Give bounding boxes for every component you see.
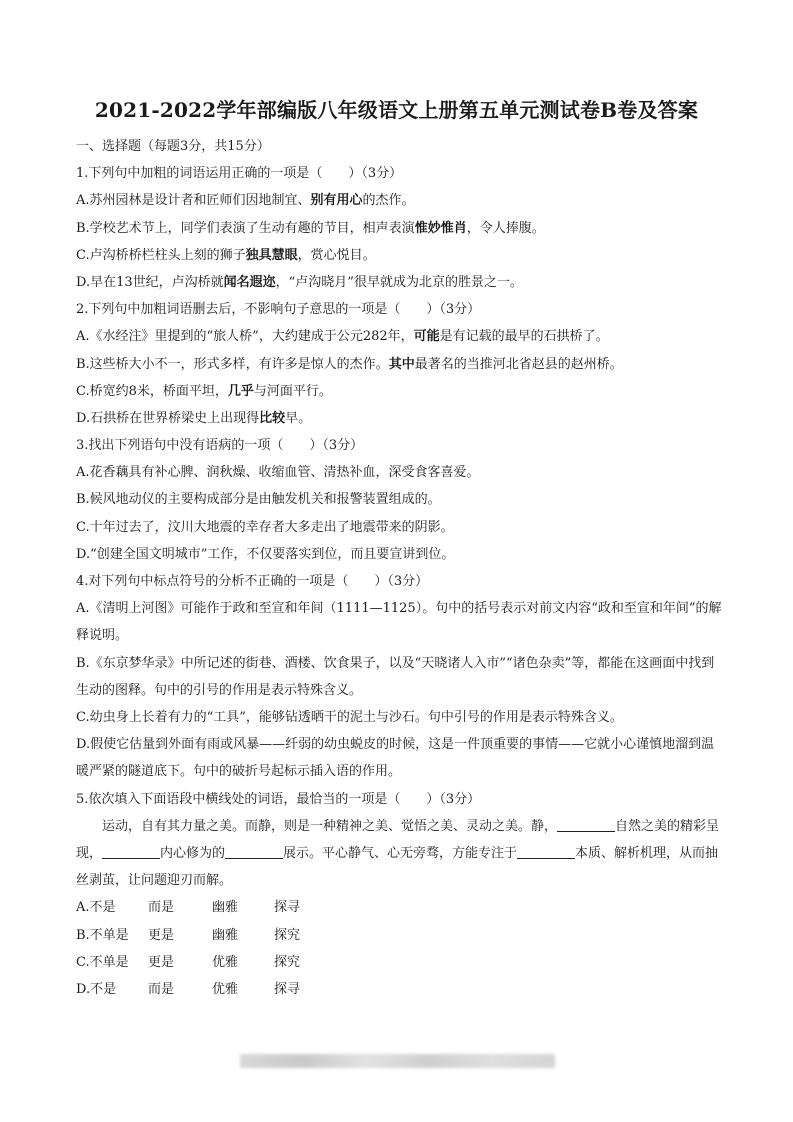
blurred-watermark <box>240 1054 555 1068</box>
section-heading: 一、选择题（每题3分，共15分） <box>76 139 270 154</box>
exam-body <box>76 133 722 1003</box>
question-3-option-a: A.花香藕具有补心脾、润秋燥、收缩血管、清热补血，深受食客喜爱。 <box>76 465 480 481</box>
question-3-option-d: D.“创建全国文明城市”工作，不仅要落实到位，而且要宣讲到位。 <box>76 546 455 562</box>
question-2-option-c: C.桥宽约8米，桥面平坦，几乎与河面平行。 <box>76 383 332 399</box>
question-1-stem: 1.下列句中加粗的词语运用正确的一项是（ ）（3分） <box>76 166 403 182</box>
question-2-option-d: D.石拱桥在世界桥梁史上出现得比较早。 <box>76 410 312 426</box>
page-title: 2021-2022学年部编版八年级语文上册第五单元测试卷B卷及答案 <box>94 98 699 122</box>
question-5-option-c: C.不单是 更是 优雅 探究 <box>76 954 301 970</box>
question-5-passage: 运动，自有其力量之美。而静，则是一种精神之美、觉悟之美、灵动之美。静， 自然之美的精彩呈现， 内心修为的 展示。平心静气、心无旁骛，方能专注于 本质、解析机理，从而抽丝剥茧，让问题迎刃而解。 <box>76 818 720 889</box>
question-1-option-d: D.早在13世纪，卢沟桥就闻名遐迩，“卢沟晓月”很早就成为北京的胜景之一。 <box>76 274 523 290</box>
question-4-option-b: B.《东京梦华录》中所记述的街巷、酒楼、饮食果子，以及“天晓诸人入市”“诸色杂卖”等，都能在这画面中找到生动的图释。句中的引号的作用是表示特殊含义。 <box>76 655 715 698</box>
question-3-option-b: B.候风地动仪的主要构成部分是由触发机关和报警装置组成的。 <box>76 492 441 508</box>
question-5-stem: 5.依次填入下面语段中横线处的词语，最恰当的一项是（ ）（3分） <box>76 791 481 807</box>
question-4-option-d: D.假使它估量到外面有雨或风暴——纤弱的幼虫蜕皮的时候，这是一件顶重要的事情——它就小心谨慎地溜到温暖严紧的隧道底下。句中的破折号起标示插入语的作用。 <box>76 737 715 780</box>
fill-blank <box>102 844 160 859</box>
question-3-option-c: C.十年过去了，汶川大地震的幸存者大多走出了地震带来的阴影。 <box>76 519 454 535</box>
question-1-option-b: B.学校艺术节上，同学们表演了生动有趣的节目，相声表演惟妙惟肖，令人捧腹。 <box>76 220 545 236</box>
question-5-option-d: D.不是 而是 优雅 探寻 <box>76 981 301 997</box>
question-1-option-c: C.卢沟桥桥栏柱头上刻的狮子独具慧眼，赏心悦目。 <box>76 247 376 263</box>
fill-blank <box>517 844 575 859</box>
question-3-stem: 3.找出下列语句中没有语病的一项（ ）（3分） <box>76 438 364 454</box>
question-4-option-c: C.幼虫身上长着有力的“工具”，能够钻透晒干的泥土与沙石。句中引号的作用是表示特殊含义。 <box>76 710 623 725</box>
question-2-option-b: B.这些桥大小不一，形式多样，有许多是惊人的杰作。其中最著名的当推河北省赵县的赵州桥。 <box>76 356 623 372</box>
fill-blank <box>557 817 615 832</box>
fill-blank <box>225 844 283 859</box>
question-2-stem: 2.下列句中加粗词语删去后，不影响句子意思的一项是（ ）（3分） <box>76 302 481 318</box>
question-1-option-a: A.苏州园林是设计者和匠师们因地制宜、别有用心的杰作。 <box>76 193 415 209</box>
question-2-option-a: A.《水经注》里提到的“旅人桥”，大约建成于公元282年，可能是有记载的最早的石拱桥了。 <box>76 329 609 345</box>
question-4-stem: 4.对下列句中标点符号的分析不正确的一项是（ ）（3分） <box>76 574 429 589</box>
question-5-option-a: A.不是 而是 幽雅 探寻 <box>76 900 301 916</box>
question-4-option-a: A.《清明上河图》可能作于政和至宣和年间（1111—1125）。句中的括号表示对前文内容“政和至宣和年间”的解释说明。 <box>76 601 722 644</box>
question-5-option-b: B.不单是 更是 幽雅 探究 <box>76 927 301 943</box>
